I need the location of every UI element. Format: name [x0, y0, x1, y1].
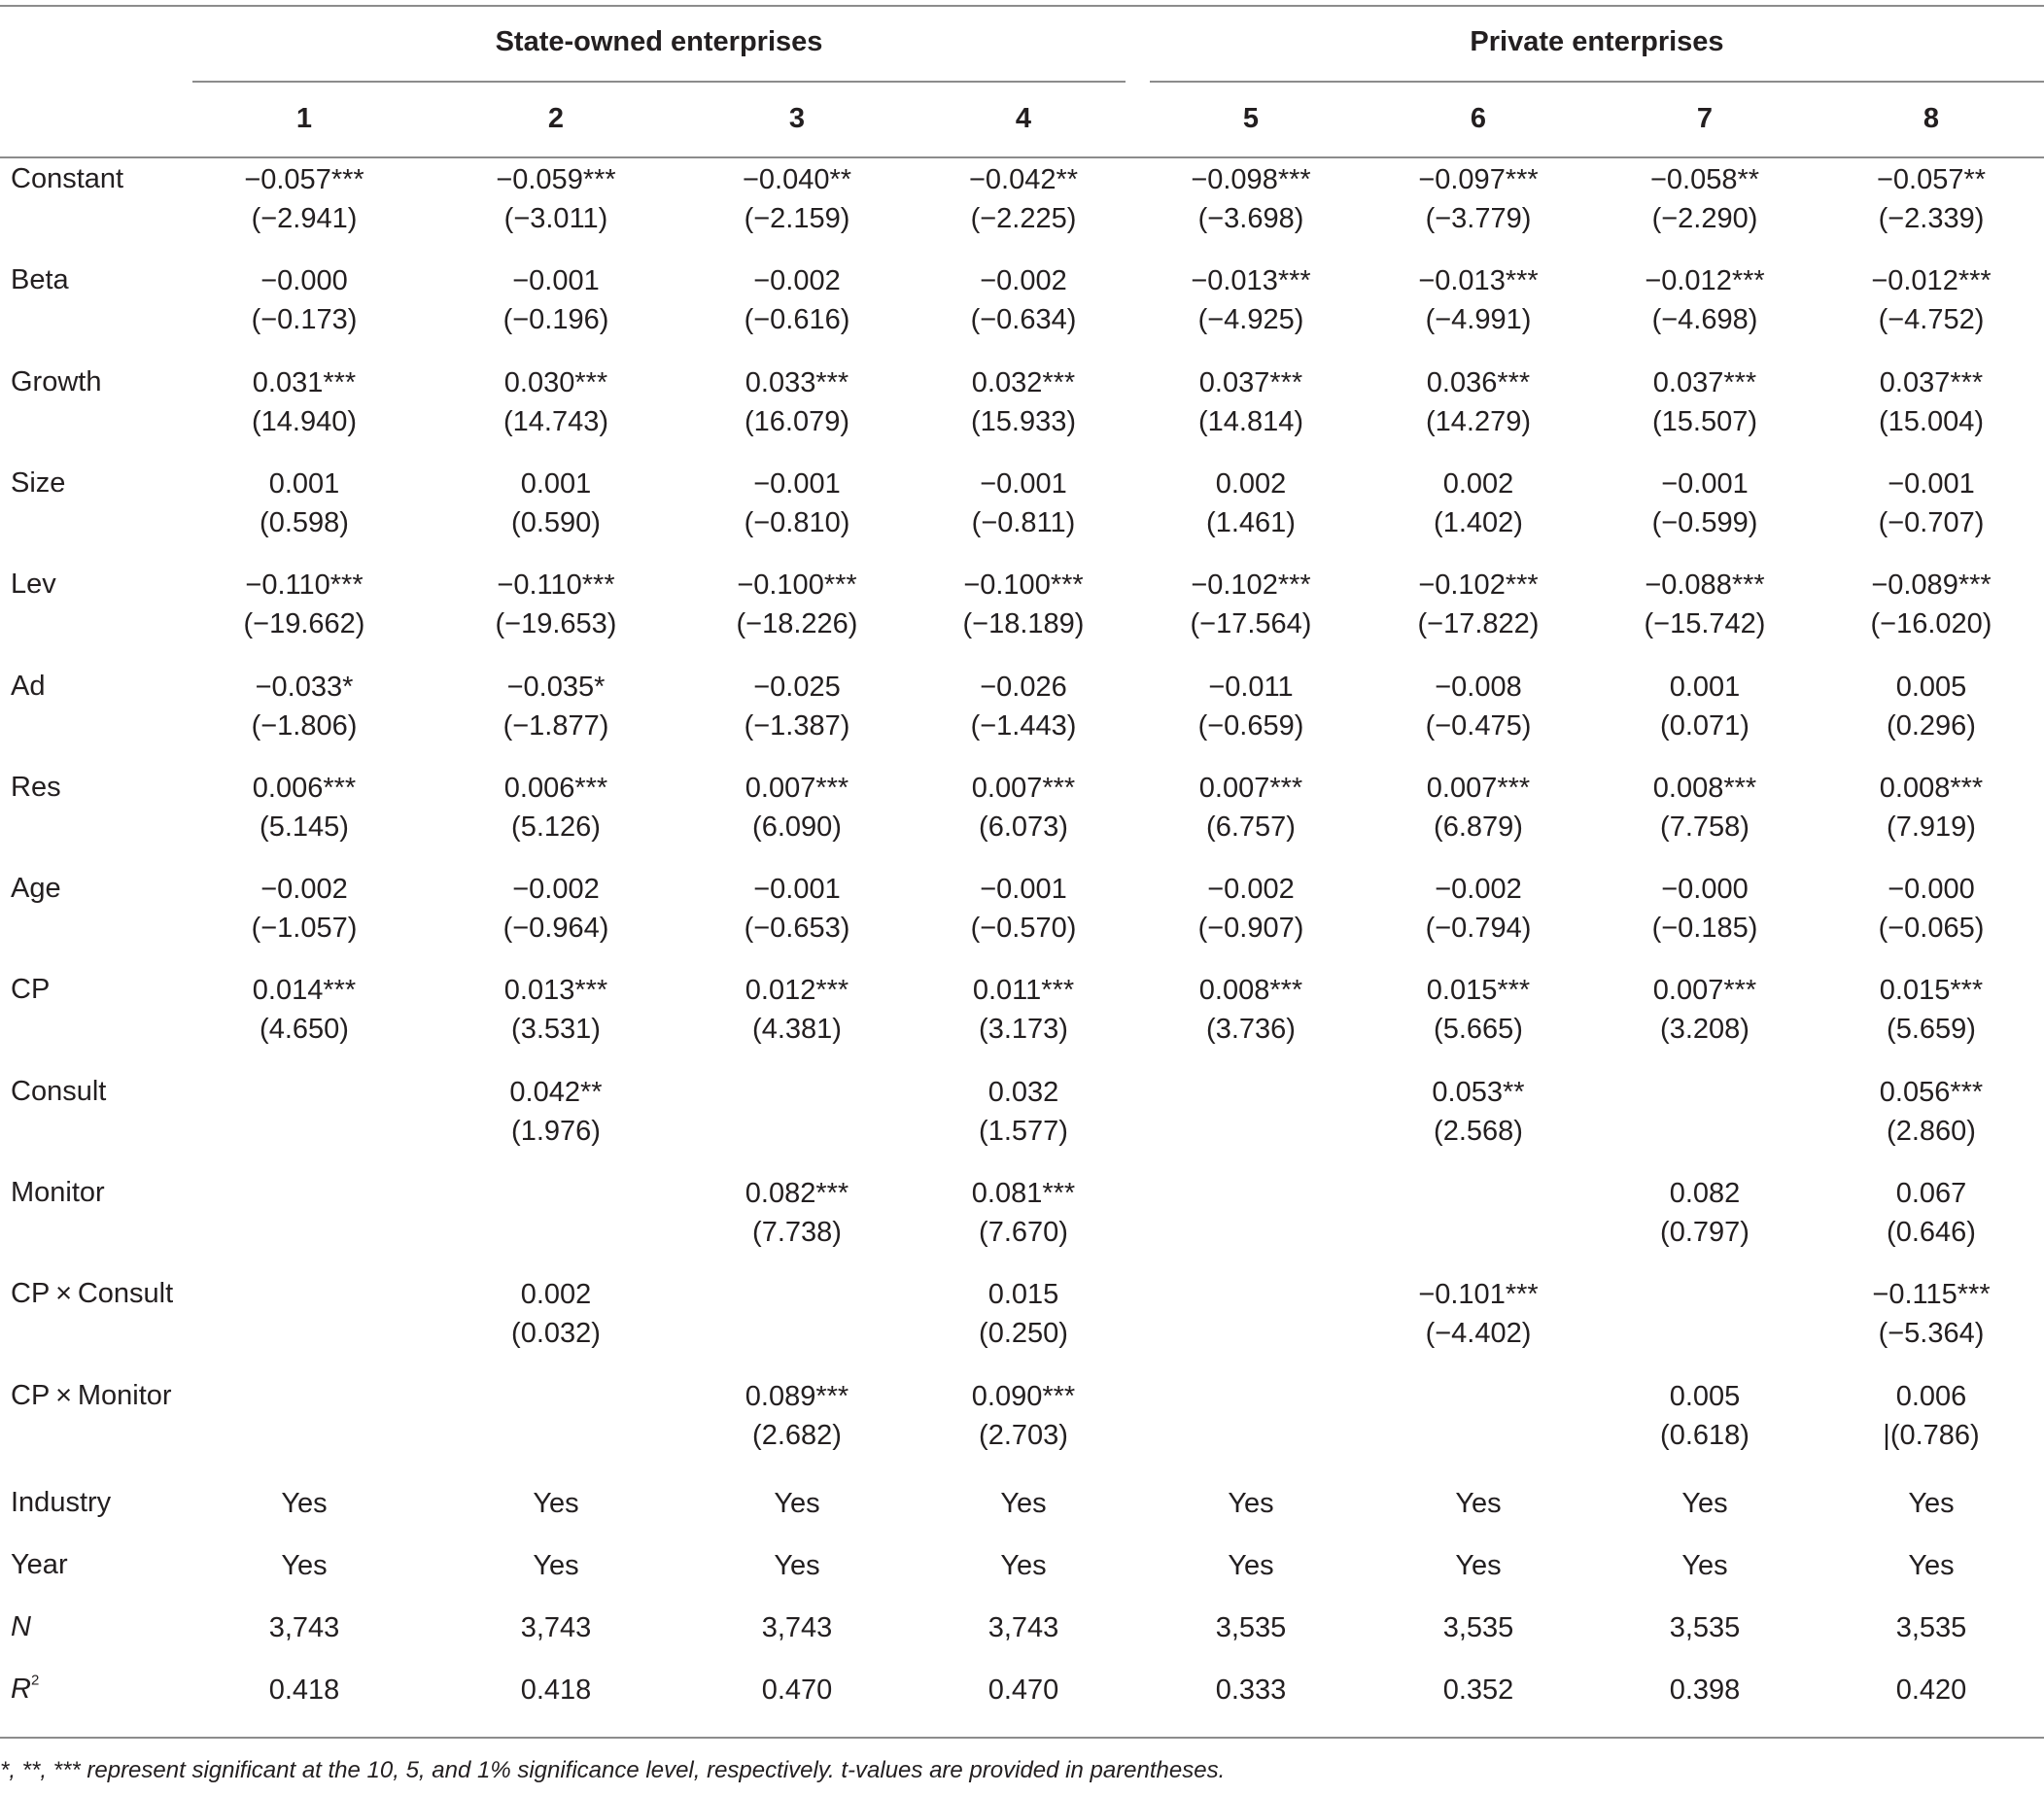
table-footnote: *, **, *** represent significant at the 10, 5, and 1% significance level, respectively. t-values are provided in parentheses.	[0, 1757, 1226, 1783]
coef-cell: −0.100***	[737, 570, 857, 601]
summary-cell: Yes	[1681, 1488, 1728, 1519]
summary-cell: 0.333	[1215, 1674, 1287, 1706]
summary-cell: 3,743	[520, 1612, 592, 1643]
t-value-cell: (0.598)	[260, 507, 349, 538]
t-value-cell: (−2.225)	[970, 203, 1077, 234]
coef-cell: −0.089***	[1871, 570, 1992, 601]
t-value-cell: (15.933)	[970, 406, 1076, 437]
coef-cell: 0.067	[1895, 1178, 1967, 1209]
t-value-cell: (3.173)	[979, 1014, 1068, 1045]
summary-cell: Yes	[774, 1550, 820, 1581]
coef-cell: −0.001	[753, 874, 841, 905]
coef-cell: 0.013***	[503, 975, 608, 1006]
row-label-text: Industry	[11, 1487, 112, 1518]
t-value-cell: (15.004)	[1878, 406, 1984, 437]
row-label	[11, 1674, 39, 1706]
group-header-private: Private enterprises	[1470, 26, 1724, 57]
column-number-2: 2	[547, 103, 565, 134]
t-value-cell: (7.738)	[752, 1217, 842, 1248]
t-value-cell: (6.073)	[979, 811, 1068, 843]
t-value-cell: (−4.991)	[1425, 304, 1532, 335]
coef-cell: −0.000	[260, 265, 348, 296]
coef-cell: −0.002	[980, 265, 1067, 296]
summary-cell: Yes	[1000, 1550, 1047, 1581]
coef-cell: −0.042**	[968, 164, 1079, 195]
coef-cell: 0.031***	[252, 367, 357, 398]
summary-cell: 0.470	[987, 1674, 1059, 1706]
coef-cell: 0.037***	[1198, 367, 1303, 398]
t-value-cell: (−1.443)	[970, 710, 1077, 742]
t-value-cell: (15.507)	[1651, 406, 1757, 437]
t-value-cell: (0.071)	[1660, 710, 1750, 742]
t-value-cell: |(0.786)	[1883, 1420, 1980, 1451]
t-value-cell: (−2.941)	[251, 203, 358, 234]
coef-cell: −0.100***	[963, 570, 1084, 601]
coef-cell: 0.056***	[1879, 1077, 1984, 1108]
t-value-cell: (2.682)	[752, 1420, 842, 1451]
summary-cell: Yes	[774, 1488, 820, 1519]
summary-cell: 0.352	[1442, 1674, 1514, 1706]
coef-cell: 0.007***	[1652, 975, 1757, 1006]
t-value-cell: (−2.290)	[1651, 203, 1758, 234]
summary-cell: 0.418	[520, 1674, 592, 1706]
coef-cell: 0.007***	[1426, 773, 1531, 804]
row-label-text: Year	[11, 1549, 68, 1580]
t-value-cell: (7.670)	[979, 1217, 1068, 1248]
coef-cell: 0.014***	[252, 975, 357, 1006]
bottom-rule	[0, 1737, 2044, 1739]
t-value-cell: (6.757)	[1206, 811, 1296, 843]
t-value-cell: (0.296)	[1887, 710, 1976, 742]
t-value-cell: (−0.964)	[502, 913, 609, 944]
coef-cell: −0.013***	[1418, 265, 1539, 296]
coef-cell: −0.012***	[1645, 265, 1765, 296]
coef-cell: −0.110***	[497, 570, 615, 601]
t-value-cell: (−0.907)	[1197, 913, 1304, 944]
t-value-cell: (14.814)	[1197, 406, 1303, 437]
row-label: Beta	[11, 264, 69, 295]
t-value-cell: (−15.742)	[1644, 608, 1766, 639]
t-value-cell: (1.976)	[511, 1116, 601, 1147]
row-label-superscript: 2	[30, 1672, 40, 1689]
column-number-4: 4	[1015, 103, 1032, 134]
t-value-cell: (−4.402)	[1425, 1318, 1532, 1349]
row-label: CP × Monitor	[11, 1380, 172, 1411]
coef-cell: 0.089***	[745, 1381, 849, 1412]
summary-cell: 0.470	[761, 1674, 833, 1706]
coef-cell: −0.002	[1207, 874, 1295, 905]
coef-cell: −0.002	[753, 265, 841, 296]
coef-cell: −0.012***	[1871, 265, 1992, 296]
summary-cell: Yes	[1455, 1550, 1502, 1581]
t-value-cell: (−4.925)	[1197, 304, 1304, 335]
coef-cell: −0.001	[980, 468, 1067, 500]
t-value-cell: (6.879)	[1434, 811, 1523, 843]
t-value-cell: (−1.387)	[744, 710, 850, 742]
t-value-cell: (4.650)	[260, 1014, 349, 1045]
coef-cell: −0.001	[1661, 468, 1749, 500]
t-value-cell: (1.461)	[1206, 507, 1296, 538]
coef-cell: −0.001	[753, 468, 841, 500]
coef-cell: 0.030***	[503, 367, 608, 398]
coef-cell: 0.001	[1669, 672, 1741, 703]
summary-cell: Yes	[1681, 1550, 1728, 1581]
coef-cell: 0.053**	[1432, 1077, 1525, 1108]
coef-cell: 0.082***	[745, 1178, 849, 1209]
coef-cell: 0.008***	[1652, 773, 1757, 804]
summary-cell: Yes	[1000, 1488, 1047, 1519]
summary-cell: 3,535	[1442, 1612, 1514, 1643]
coef-cell: −0.057***	[244, 164, 364, 195]
t-value-cell: (2.568)	[1434, 1116, 1523, 1147]
t-value-cell: (14.743)	[502, 406, 608, 437]
coef-cell: 0.008***	[1879, 773, 1984, 804]
summary-cell: Yes	[281, 1488, 328, 1519]
t-value-cell: (−17.822)	[1417, 608, 1540, 639]
t-value-cell: (−1.057)	[251, 913, 358, 944]
coef-cell: −0.000	[1661, 874, 1749, 905]
column-number-6: 6	[1470, 103, 1487, 134]
coef-cell: 0.011***	[972, 975, 1075, 1006]
row-label: Size	[11, 467, 66, 499]
t-value-cell: (−3.011)	[503, 203, 608, 234]
group-underline-state-owned	[192, 81, 1126, 83]
column-number-5: 5	[1242, 103, 1260, 134]
t-value-cell: (−18.226)	[736, 608, 858, 639]
summary-cell: 3,743	[268, 1612, 340, 1643]
coef-cell: 0.033***	[745, 367, 849, 398]
t-value-cell: (−0.811)	[971, 507, 1076, 538]
coef-cell: 0.008***	[1198, 975, 1303, 1006]
t-value-cell: (3.531)	[511, 1014, 601, 1045]
t-value-cell: (0.646)	[1887, 1217, 1976, 1248]
t-value-cell: (5.126)	[511, 811, 601, 843]
coef-cell: −0.115***	[1872, 1279, 1991, 1310]
t-value-cell: (3.208)	[1660, 1014, 1750, 1045]
row-label: Lev	[11, 569, 56, 600]
coef-cell: 0.082	[1669, 1178, 1741, 1209]
t-value-cell: (−0.570)	[970, 913, 1077, 944]
coef-cell: −0.102***	[1418, 570, 1539, 601]
summary-cell: 3,743	[761, 1612, 833, 1643]
t-value-cell: (−2.159)	[744, 203, 850, 234]
t-value-cell: (16.079)	[744, 406, 849, 437]
coef-cell: 0.015	[987, 1279, 1059, 1310]
t-value-cell: (−0.173)	[251, 304, 358, 335]
t-value-cell: (4.381)	[752, 1014, 842, 1045]
t-value-cell: (5.145)	[260, 811, 349, 843]
t-value-cell: (−19.653)	[495, 608, 617, 639]
coef-cell: 0.037***	[1879, 367, 1984, 398]
t-value-cell: (−0.659)	[1197, 710, 1304, 742]
summary-cell: 0.398	[1669, 1674, 1741, 1706]
coef-cell: −0.000	[1888, 874, 1975, 905]
coef-cell: 0.002	[1442, 468, 1514, 500]
t-value-cell: (−0.634)	[970, 304, 1077, 335]
summary-cell: 0.418	[268, 1674, 340, 1706]
summary-cell: 3,535	[1215, 1612, 1287, 1643]
row-label: Monitor	[11, 1177, 105, 1208]
t-value-cell: (6.090)	[752, 811, 842, 843]
coef-cell: 0.007***	[971, 773, 1076, 804]
coef-cell: −0.002	[260, 874, 348, 905]
row-label	[11, 1611, 31, 1643]
coef-cell: −0.033*	[255, 672, 354, 703]
coef-cell: −0.110***	[245, 570, 364, 601]
t-value-cell: (2.703)	[979, 1420, 1068, 1451]
coef-cell: 0.042**	[509, 1077, 603, 1108]
t-value-cell: (−2.339)	[1878, 203, 1985, 234]
coef-cell: 0.032	[987, 1077, 1059, 1108]
column-number-3: 3	[788, 103, 806, 134]
t-value-cell: (−0.599)	[1651, 507, 1758, 538]
t-value-cell: (−0.065)	[1878, 913, 1985, 944]
coef-cell: −0.102***	[1191, 570, 1311, 601]
row-label: CP × Consult	[11, 1278, 174, 1309]
t-value-cell: (0.618)	[1660, 1420, 1750, 1451]
t-value-cell: (7.919)	[1887, 811, 1976, 843]
summary-cell: Yes	[1908, 1550, 1955, 1581]
t-value-cell: (−4.752)	[1878, 304, 1985, 335]
t-value-cell: (5.659)	[1887, 1014, 1976, 1045]
coef-cell: 0.081***	[971, 1178, 1076, 1209]
t-value-cell: (14.940)	[251, 406, 357, 437]
summary-cell: 3,535	[1669, 1612, 1741, 1643]
coef-cell: 0.012***	[745, 975, 849, 1006]
row-label: Res	[11, 772, 61, 803]
coef-cell: 0.001	[268, 468, 340, 500]
group-underline-private	[1150, 81, 2044, 83]
coef-cell: 0.006***	[503, 773, 608, 804]
row-label: Ad	[11, 671, 46, 702]
t-value-cell: (7.758)	[1660, 811, 1750, 843]
coef-cell: −0.001	[1888, 468, 1975, 500]
t-value-cell: (−19.662)	[243, 608, 365, 639]
coef-cell: −0.001	[980, 874, 1067, 905]
t-value-cell: (1.577)	[979, 1116, 1068, 1147]
t-value-cell: (0.250)	[979, 1318, 1068, 1349]
coef-cell: −0.097***	[1418, 164, 1539, 195]
t-value-cell: (14.279)	[1425, 406, 1531, 437]
t-value-cell: (−4.698)	[1651, 304, 1758, 335]
row-label: Growth	[11, 366, 102, 397]
coef-cell: 0.037***	[1652, 367, 1757, 398]
t-value-cell: (−0.653)	[744, 913, 850, 944]
column-number-8: 8	[1923, 103, 1940, 134]
row-label-text: N	[11, 1611, 31, 1642]
coef-cell: 0.002	[520, 1279, 592, 1310]
coef-cell: −0.011	[1208, 672, 1294, 703]
row-label: CP	[11, 974, 51, 1005]
group-header-state-owned: State-owned enterprises	[495, 26, 823, 57]
coef-cell: −0.040**	[742, 164, 852, 195]
t-value-cell: (5.665)	[1434, 1014, 1523, 1045]
column-number-1: 1	[295, 103, 313, 134]
coef-cell: 0.001	[520, 468, 592, 500]
coef-cell: −0.001	[512, 265, 600, 296]
summary-cell: Yes	[1228, 1550, 1274, 1581]
t-value-cell: (−5.364)	[1878, 1318, 1985, 1349]
t-value-cell: (−3.698)	[1197, 203, 1304, 234]
summary-cell: Yes	[533, 1550, 579, 1581]
t-value-cell: (3.736)	[1206, 1014, 1296, 1045]
coef-cell: −0.101***	[1418, 1279, 1539, 1310]
coef-cell: 0.007***	[1198, 773, 1303, 804]
coef-cell: −0.035*	[506, 672, 606, 703]
t-value-cell: (0.797)	[1660, 1217, 1750, 1248]
summary-cell: Yes	[1455, 1488, 1502, 1519]
t-value-cell: (−3.779)	[1425, 203, 1532, 234]
coef-cell: 0.005	[1669, 1381, 1741, 1412]
coef-cell: −0.025	[753, 672, 841, 703]
t-value-cell: (2.860)	[1887, 1116, 1976, 1147]
coef-cell: 0.032***	[971, 367, 1076, 398]
coef-cell: 0.090***	[971, 1381, 1076, 1412]
coef-cell: 0.005	[1895, 672, 1967, 703]
coef-cell: 0.036***	[1426, 367, 1531, 398]
coef-cell: 0.015***	[1879, 975, 1984, 1006]
coef-cell: −0.058**	[1649, 164, 1760, 195]
coef-cell: −0.057**	[1876, 164, 1987, 195]
t-value-cell: (−1.877)	[502, 710, 609, 742]
summary-cell: Yes	[281, 1550, 328, 1581]
coef-cell: 0.006***	[252, 773, 357, 804]
t-value-cell: (1.402)	[1434, 507, 1523, 538]
t-value-cell: (−0.707)	[1878, 507, 1985, 538]
header-rule	[0, 156, 2044, 158]
row-label: Constant	[11, 163, 124, 194]
t-value-cell: (−0.475)	[1425, 710, 1532, 742]
t-value-cell: (0.590)	[511, 507, 601, 538]
column-number-7: 7	[1696, 103, 1714, 134]
t-value-cell: (−16.020)	[1870, 608, 1992, 639]
coef-cell: 0.002	[1215, 468, 1287, 500]
coef-cell: −0.008	[1435, 672, 1522, 703]
top-rule	[0, 5, 2044, 7]
summary-cell: Yes	[1908, 1488, 1955, 1519]
coef-cell: −0.026	[980, 672, 1067, 703]
coef-cell: 0.015***	[1426, 975, 1531, 1006]
coef-cell: −0.013***	[1191, 265, 1311, 296]
t-value-cell: (−1.806)	[251, 710, 358, 742]
row-label	[11, 1487, 111, 1519]
t-value-cell: (−0.616)	[744, 304, 850, 335]
coef-cell: 0.006	[1895, 1381, 1967, 1412]
summary-cell: 3,535	[1895, 1612, 1967, 1643]
coef-cell: 0.007***	[745, 773, 849, 804]
coef-cell: −0.088***	[1645, 570, 1765, 601]
coef-cell: −0.059***	[496, 164, 616, 195]
row-label-text: R	[11, 1674, 31, 1705]
summary-cell: Yes	[533, 1488, 579, 1519]
t-value-cell: (−17.564)	[1190, 608, 1312, 639]
summary-cell: Yes	[1228, 1488, 1274, 1519]
t-value-cell: (−0.794)	[1425, 913, 1532, 944]
t-value-cell: (−0.196)	[502, 304, 609, 335]
t-value-cell: (−18.189)	[962, 608, 1085, 639]
coef-cell: −0.002	[512, 874, 600, 905]
coef-cell: −0.098***	[1191, 164, 1311, 195]
t-value-cell: (−0.185)	[1651, 913, 1758, 944]
t-value-cell: (0.032)	[511, 1318, 601, 1349]
coef-cell: −0.002	[1435, 874, 1522, 905]
summary-cell: 0.420	[1895, 1674, 1967, 1706]
row-label: Age	[11, 873, 61, 904]
summary-cell: 3,743	[987, 1612, 1059, 1643]
row-label	[11, 1549, 68, 1581]
row-label: Consult	[11, 1076, 107, 1107]
t-value-cell: (−0.810)	[744, 507, 850, 538]
